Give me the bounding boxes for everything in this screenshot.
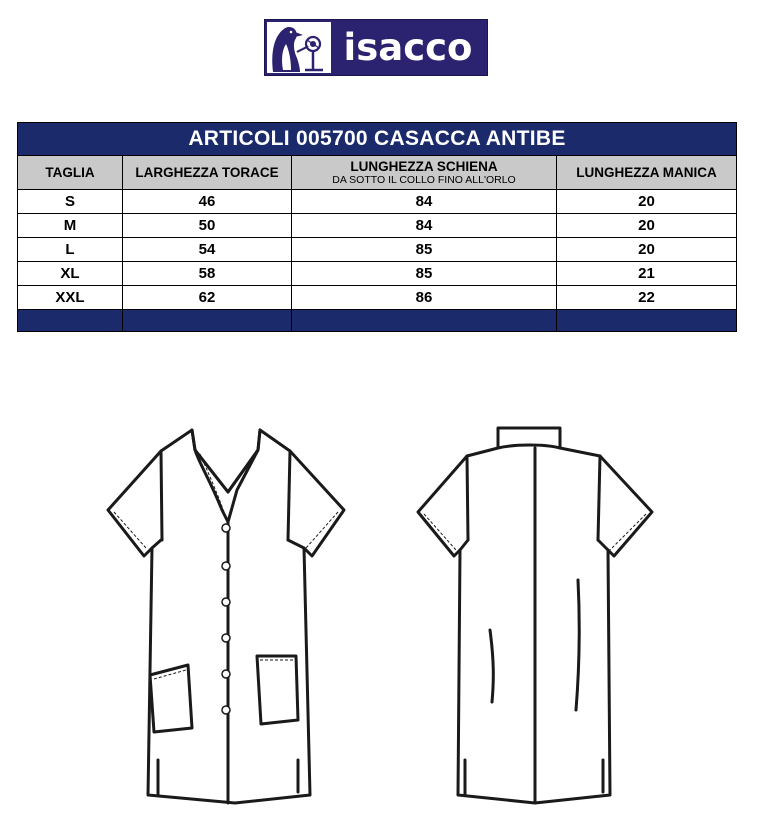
- back-length-cell: 85: [292, 238, 557, 262]
- sleeve-cell: 20: [557, 190, 737, 214]
- size-cell: XL: [18, 262, 123, 286]
- table-row: [18, 238, 737, 262]
- back-length-cell: 85: [292, 262, 557, 286]
- back-length-note: DA SOTTO IL COLLO FINO ALL'ORLO: [332, 174, 516, 186]
- back-length-cell: 86: [292, 286, 557, 310]
- size-cell: S: [18, 190, 123, 214]
- chest-cell: 62: [123, 286, 292, 310]
- size-chart-table: [17, 122, 737, 332]
- table-row: [18, 262, 737, 286]
- column-header-chest-width: LARGHEZZA TORACE: [123, 156, 292, 190]
- size-cell: XXL: [18, 286, 123, 310]
- sleeve-cell: 21: [557, 262, 737, 286]
- column-header-back-length: LUNGHEZZA SCHIENA DA SOTTO IL COLLO FINO ALL'ORLO: [292, 156, 557, 190]
- sleeve-cell: 20: [557, 238, 737, 262]
- table-row: [18, 190, 737, 214]
- tunic-front-sketch: [100, 420, 350, 810]
- size-cell: M: [18, 214, 123, 238]
- table-row: [18, 214, 737, 238]
- back-length-cell: 84: [292, 190, 557, 214]
- tunic-back-sketch: [410, 420, 660, 810]
- chest-cell: 46: [123, 190, 292, 214]
- table-row: [18, 286, 737, 310]
- table-title: ARTICOLI 005700 CASACCA ANTIBE: [18, 123, 737, 156]
- chest-cell: 50: [123, 214, 292, 238]
- sleeve-cell: 22: [557, 286, 737, 310]
- back-length-cell: 84: [292, 214, 557, 238]
- header-row: [18, 156, 737, 190]
- column-header-size: TAGLIA: [18, 156, 123, 190]
- chest-cell: 58: [123, 262, 292, 286]
- size-cell: L: [18, 238, 123, 262]
- penguin-mascot-icon: [267, 22, 331, 73]
- column-header-sleeve-length: LUNGHEZZA MANICA: [557, 156, 737, 190]
- brand-logo: [264, 19, 488, 76]
- table-footer-band: [18, 310, 737, 332]
- sleeve-cell: 20: [557, 214, 737, 238]
- chest-cell: 54: [123, 238, 292, 262]
- brand-name: isacco: [343, 26, 473, 69]
